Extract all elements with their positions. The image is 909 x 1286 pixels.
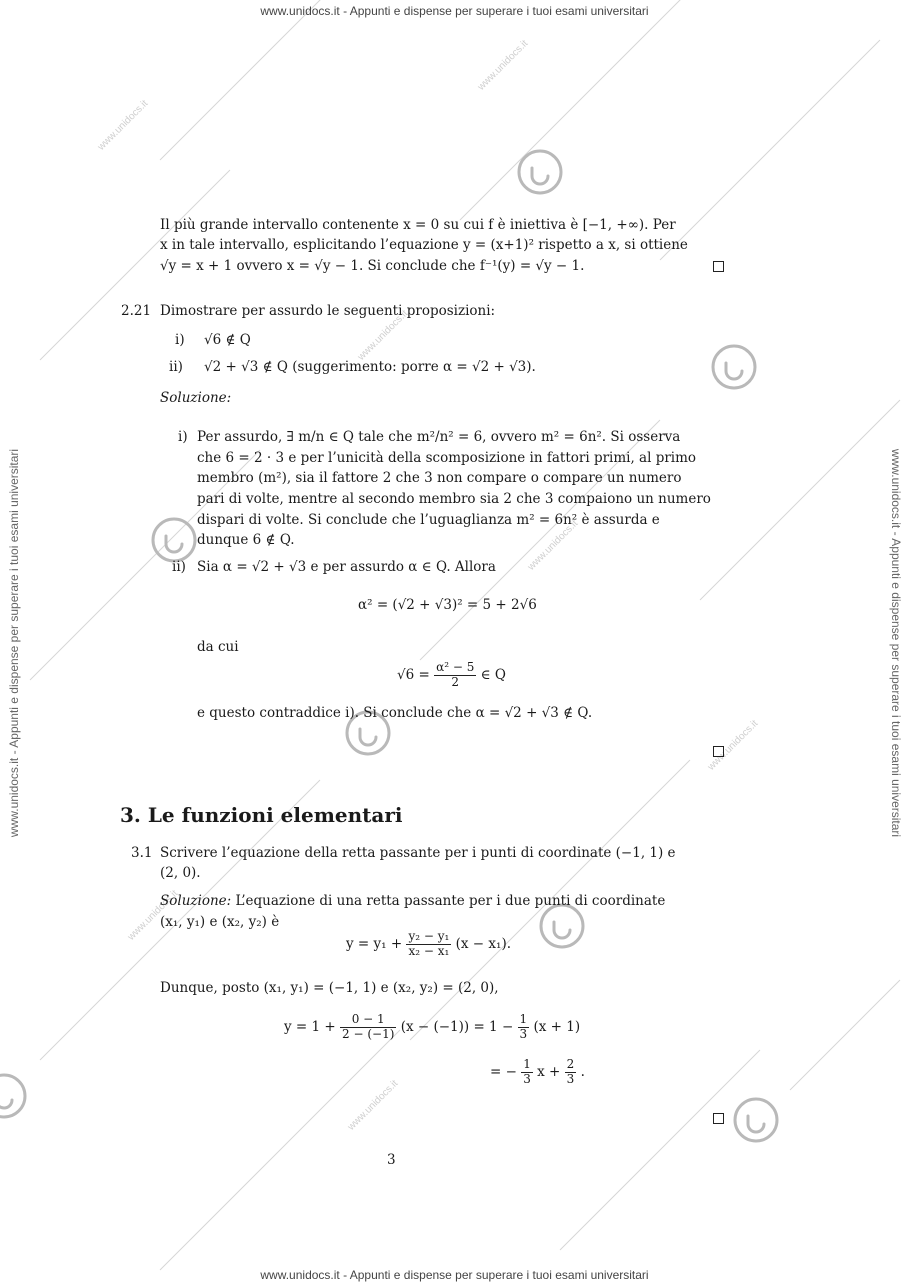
exercise-number: 2.21 [121, 303, 152, 319]
fraction-denominator: 3 [519, 1026, 528, 1041]
fraction [565, 1058, 577, 1087]
fraction [434, 661, 476, 690]
solution-item-label: i) [178, 429, 188, 445]
exercise-statement: (2, 0). [160, 865, 201, 881]
qed-symbol [713, 261, 724, 272]
fraction-numerator: 2 [566, 1057, 575, 1071]
watermark-small: www.unidocs.it [705, 718, 761, 773]
equation-part: . [580, 1063, 585, 1080]
prev-solution-line: √y = x + 1 ovvero x = √y − 1. Si conclude che f⁻¹(y) = √y − 1. [160, 258, 585, 274]
solution-line: che 6 = 2 · 3 e per l’unicità della scomposizione in fattori primi, al primo [197, 450, 697, 466]
solution-text: L’equazione di una retta passante per i due punti di coordinate [235, 893, 666, 909]
solution-paragraph [160, 895, 665, 909]
fraction-denominator: 2 − (−1) [342, 1026, 395, 1041]
display-equation [397, 661, 506, 690]
exercise-statement: Dimostrare per assurdo le seguenti proposizioni: [160, 303, 496, 319]
fraction-numerator: 1 [523, 1057, 531, 1071]
prev-solution-line: Il più grande intervallo contenente x = 0 su cui f è iniettiva è [−1, +∞). Per [160, 217, 676, 233]
section-heading: 3. Le funzioni elementari [120, 803, 403, 827]
watermark-small: www.unidocs.it [525, 518, 581, 573]
solution-line: pari di volte, mentre al secondo membro sia 2 che 3 compaiono un numero [197, 491, 711, 507]
watermark-small: www.unidocs.it [475, 38, 531, 93]
exercise-statement: Scrivere l’equazione della retta passante per i punti di coordinate (−1, 1) e [160, 845, 676, 861]
watermark-banner-bottom: www.unidocs.it - Appunti e dispense per superare i tuoi esami universitari [260, 1268, 649, 1282]
item-label: ii) [169, 359, 183, 375]
watermark-small: www.unidocs.it [125, 888, 181, 943]
display-equation [346, 930, 511, 959]
fraction-denominator: 3 [566, 1071, 575, 1086]
page-number: 3 [387, 1152, 396, 1168]
fraction [340, 1013, 396, 1042]
solution-line: dispari di volte. Si conclude che l’uguaglianza m² = 6n² è assurda e [197, 512, 660, 528]
item-label: i) [175, 332, 185, 348]
equation-part: √6 = [397, 666, 430, 683]
exercise-number: 3.1 [131, 845, 153, 861]
watermark-banner-top: www.unidocs.it - Appunti e dispense per superare i tuoi esami universitari [260, 4, 649, 18]
equation-part: = − [490, 1063, 517, 1080]
solution-line: Sia α = √2 + √3 e per assurdo α ∈ Q. Allora [197, 559, 496, 575]
solution-line: da cui [197, 639, 239, 655]
watermark-side-left: www.unidocs.it - Appunti e dispense per superare i tuoi esami universitari [7, 448, 21, 838]
fraction [521, 1058, 533, 1087]
equation-part: y = 1 + [284, 1018, 336, 1035]
equation-part: (x − (−1)) = 1 − [400, 1018, 514, 1035]
watermark-side-right: www.unidocs.it - Appunti e dispense per superare i tuoi esami universitari [889, 448, 903, 838]
fraction-numerator: α² − 5 [436, 660, 475, 674]
fraction-numerator: y₂ − y₁ [408, 929, 450, 943]
solution-line: membro (m²), sia il fattore 2 che 3 non compare o compare un numero [197, 470, 682, 486]
qed-symbol [713, 1113, 724, 1124]
equation-part: y = y₁ + [346, 935, 403, 952]
fraction-denominator: 3 [523, 1071, 531, 1086]
solution-item-label: ii) [172, 559, 186, 575]
solution-line: e questo contraddice i). Si conclude che α = √2 + √3 ∉ Q. [197, 705, 593, 721]
display-equation [284, 1013, 580, 1042]
solution-line: dunque 6 ∉ Q. [197, 532, 295, 548]
solution-line: (x₁, y₁) e (x₂, y₂) è [160, 914, 280, 930]
solution-line: Per assurdo, ∃ m/n ∈ Q tale che m²/n² = 6, ovvero m² = 6n². Si osserva [197, 429, 681, 445]
fraction-denominator: x₂ − x₁ [408, 943, 450, 958]
prev-solution-line: x in tale intervallo, esplicitando l’equazione y = (x+1)² rispetto a x, si ottiene [160, 237, 688, 253]
solution-label: Soluzione: [160, 893, 232, 909]
fraction [518, 1013, 530, 1042]
equation-part: (x + 1) [533, 1018, 581, 1035]
fraction-numerator: 0 − 1 [340, 1013, 396, 1028]
watermark-small: www.unidocs.it [95, 98, 151, 153]
qed-symbol [713, 746, 724, 757]
equation-part: x + [537, 1063, 561, 1080]
fraction-denominator: 2 [451, 674, 460, 689]
display-equation [490, 1058, 585, 1087]
item-text: √6 ∉ Q [204, 332, 251, 348]
watermark-small: www.unidocs.it [345, 1078, 401, 1133]
equation-part: ∈ Q [480, 666, 506, 683]
watermark-small: www.unidocs.it [355, 308, 411, 363]
fraction [406, 930, 451, 959]
display-equation: α² = (√2 + √3)² = 5 + 2√6 [358, 597, 537, 613]
solution-line: Dunque, posto (x₁, y₁) = (−1, 1) e (x₂, y₂) = (2, 0), [160, 980, 499, 996]
equation-part: (x − x₁). [455, 935, 511, 952]
fraction-numerator: 1 [519, 1012, 528, 1026]
solution-label: Soluzione: [160, 390, 232, 406]
item-text: √2 + √3 ∉ Q (suggerimento: porre α = √2 + √3). [204, 359, 536, 375]
